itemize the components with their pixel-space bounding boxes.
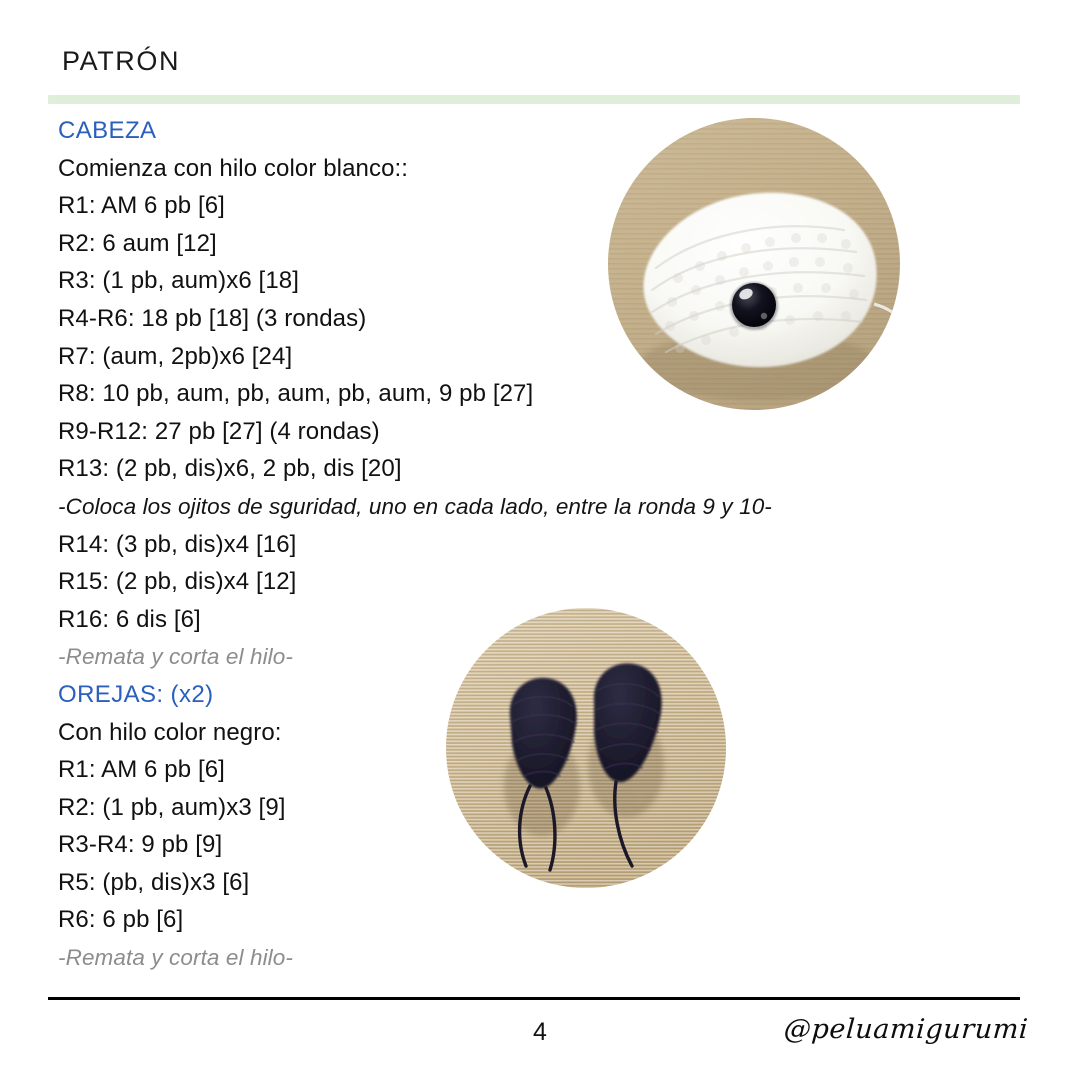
header-divider (48, 95, 1020, 104)
page-title: PATRÓN (62, 46, 181, 76)
section-heading: OREJAS: (x2) (58, 680, 214, 708)
section-heading: CABEZA (58, 117, 157, 144)
pattern-line: R8: 10 pb, aum, pb, aum, pb, aum, 9 pb [27] (58, 380, 534, 408)
pattern-line: -Remata y corta el hilo- (58, 945, 293, 971)
pattern-line: Con hilo color negro: (58, 718, 282, 746)
pattern-line: R4-R6: 18 pb [18] (3 rondas) (58, 304, 367, 332)
pattern-line: R14: (3 pb, dis)x4 [16] (58, 530, 297, 558)
pattern-line: R3: (1 pb, aum)x6 [18] (58, 267, 299, 295)
pattern-line: R16: 6 dis [6] (58, 605, 201, 633)
footer-divider (48, 997, 1020, 1000)
pattern-line: R3-R4: 9 pb [9] (58, 831, 223, 859)
pattern-line: R2: (1 pb, aum)x3 [9] (58, 793, 286, 821)
pattern-line: -Coloca los ojitos de sguridad, uno en cada lado, entre la ronda 9 y 10- (58, 493, 772, 519)
pattern-line: R13: (2 pb, dis)x6, 2 pb, dis [20] (58, 455, 402, 483)
pattern-line: R2: 6 aum [12] (58, 229, 217, 257)
author-handle: @peluamigurumi (782, 1014, 1030, 1045)
pattern-line: R15: (2 pb, dis)x4 [12] (58, 568, 297, 596)
pattern-line: R1: AM 6 pb [6] (58, 756, 225, 784)
crochet-head-photo (608, 118, 900, 410)
pattern-line: -Remata y corta el hilo- (58, 644, 293, 670)
crochet-ears-photo (446, 608, 726, 888)
pattern-line: Comienza con hilo color blanco:: (58, 154, 409, 182)
pattern-line: R9-R12: 27 pb [27] (4 rondas) (58, 417, 380, 445)
pattern-line: R6: 6 pb [6] (58, 906, 184, 934)
pattern-line: R5: (pb, dis)x3 [6] (58, 868, 250, 896)
pattern-line: R7: (aum, 2pb)x6 [24] (58, 342, 293, 370)
pattern-line: R1: AM 6 pb [6] (58, 192, 225, 220)
page-number: 4 (533, 1018, 547, 1046)
